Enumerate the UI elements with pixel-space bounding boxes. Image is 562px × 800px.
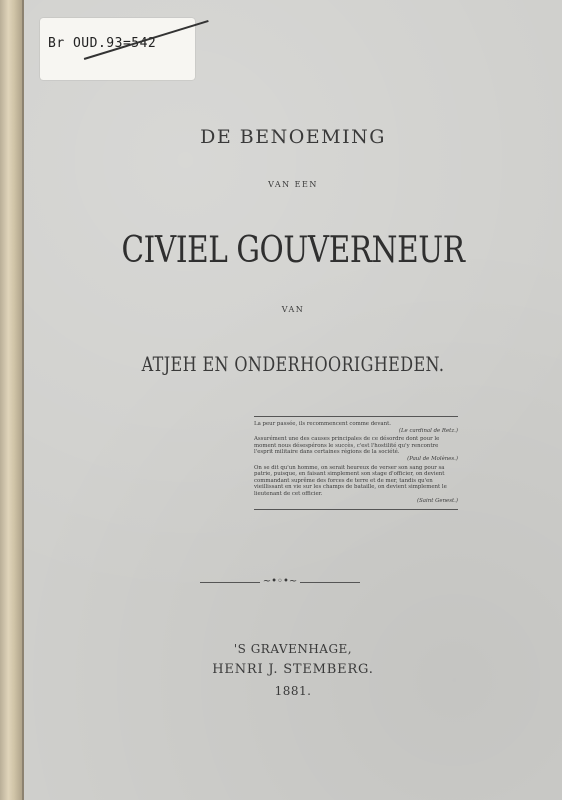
epigraph-source: (Paul de Molènes.): [407, 455, 458, 462]
epigraph-block: [254, 416, 458, 510]
imprint-year: 1881.: [274, 684, 312, 698]
title-line-2: VAN EEN: [268, 180, 318, 189]
title-line-4: VAN: [281, 305, 305, 314]
epigraph-quote: [254, 421, 458, 434]
library-label: [40, 18, 195, 80]
epigraph-quote: [254, 465, 458, 505]
printers-ornament: [200, 575, 360, 589]
ornament-flourish: ~•◦•~: [262, 576, 298, 587]
main-title: CIVIEL GOUVERNEUR: [121, 230, 465, 271]
ornament-rule-left: [200, 582, 260, 583]
epigraph-text: Assurément une des causes principales de ce désordre dont pour le moment nous désespérons le succès, c'est l'hostilité qu'y rencontre l'esprit militaire dans certaines régions de la société.: [254, 436, 440, 456]
library-shelfmark: Br OUD.93=542: [48, 36, 157, 51]
epigraph-text: La peur passée, ils recommencent comme devant.: [254, 421, 391, 427]
epigraph-text: On se dit qu'un homme, on serait heureux de verser son sang pour sa patrie, puisque, en faisant simplement son stage d'officier, on devient commandant suprême des forces de terre et de mer, tandis qu'en vieillissant en vie sur les champs de bataille, on devient simplement le lieutenant de cet officier.: [254, 464, 447, 497]
imprint-publisher: HENRI J. STEMBERG.: [212, 662, 374, 677]
title-line-1: DE BENOEMING: [200, 126, 386, 148]
book-spine: [0, 0, 24, 800]
title-line-5: ATJEH EN ONDERHOORIGHEDEN.: [141, 352, 445, 376]
epigraph-quote: [254, 436, 458, 462]
epigraph-source: (Le cardinal de Retz.): [398, 427, 458, 434]
imprint-city: 'S GRAVENHAGE,: [233, 642, 353, 656]
ornament-rule-right: [300, 582, 360, 583]
epigraph-source: (Saint Genest.): [417, 497, 458, 504]
title-page: [24, 0, 562, 800]
